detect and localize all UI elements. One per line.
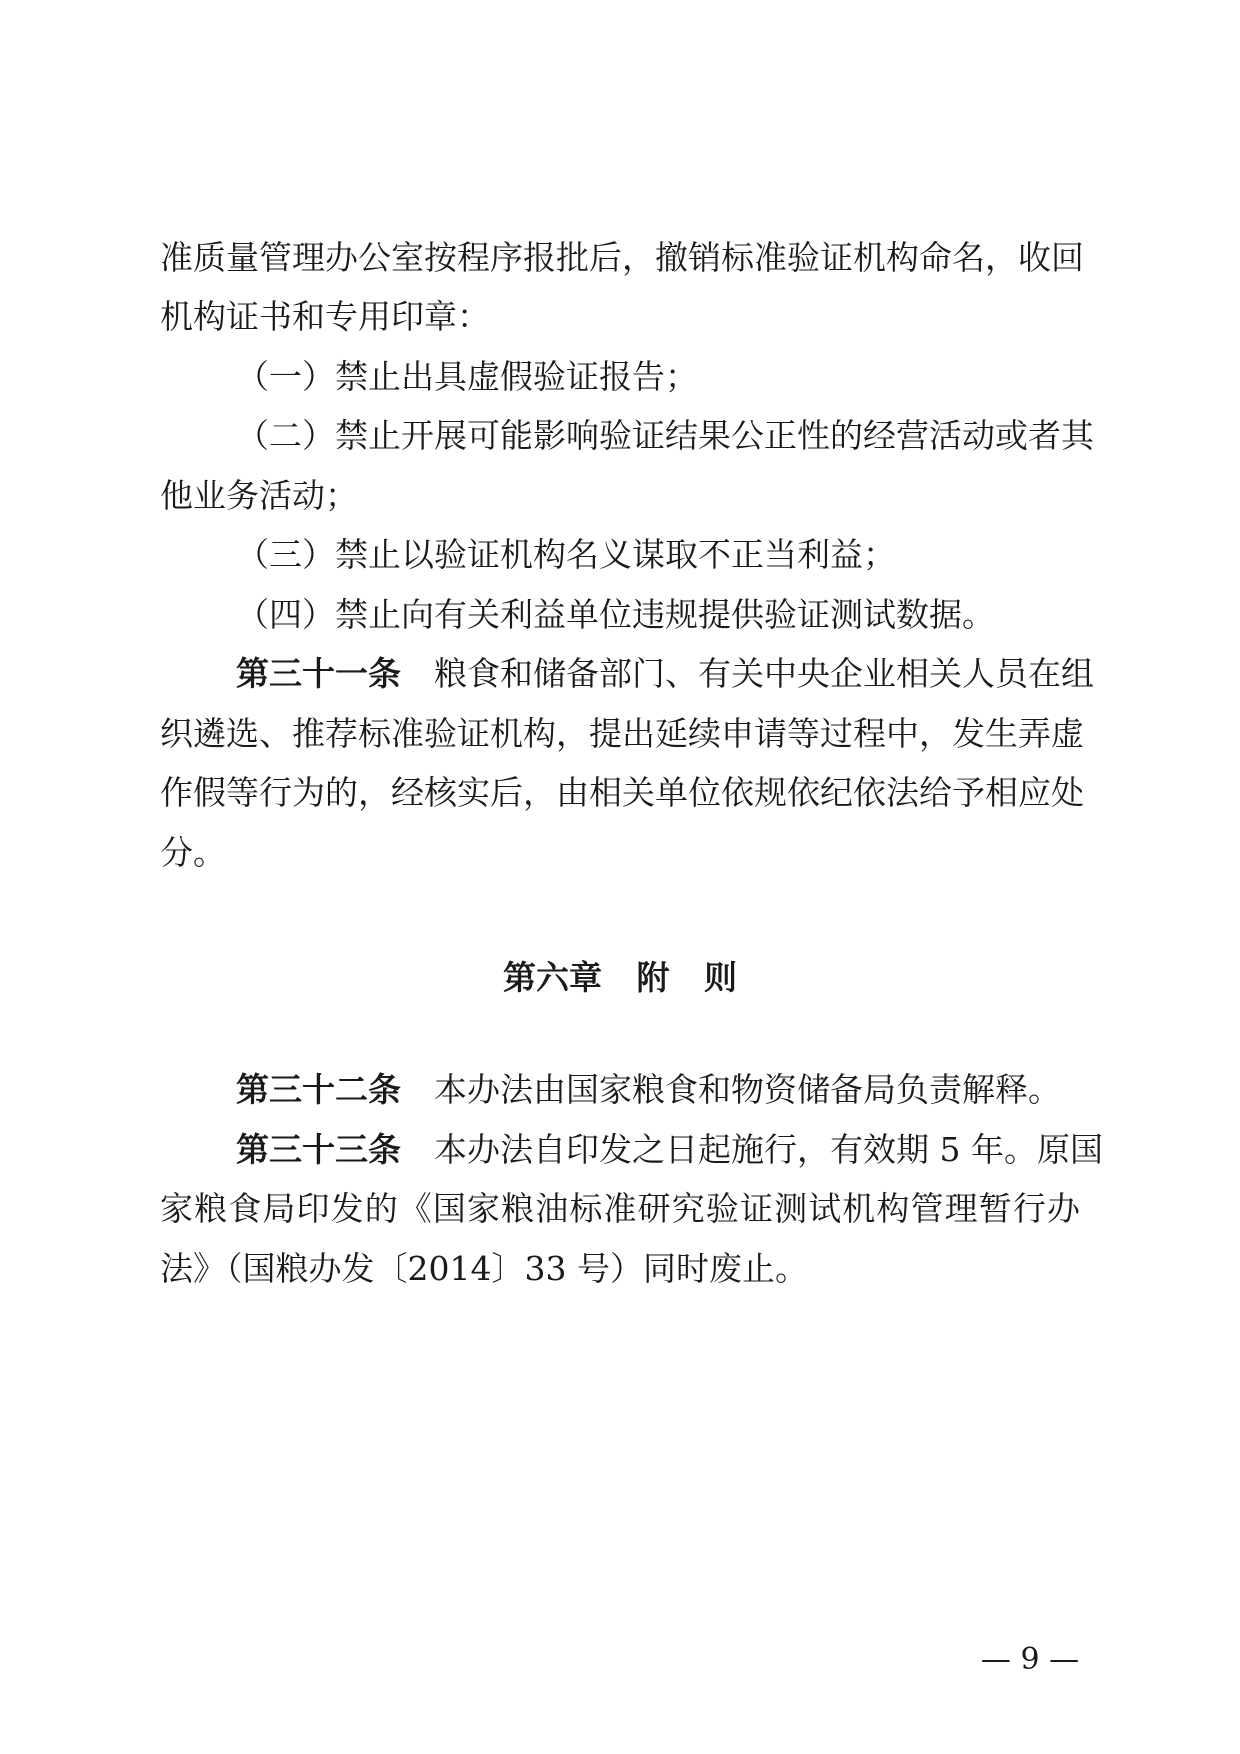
article-31-text-1: 粮食和储备部门、有关中央企业相关人员在组	[434, 654, 1094, 693]
article-33-text-1: 本办法自印发之日起施行，有效期 5 年。原国	[434, 1130, 1103, 1169]
list-item-4: （四）禁止向有关利益单位违规提供验证测试数据。	[236, 595, 995, 634]
page-number: — 9 —	[980, 1642, 1080, 1677]
list-item-3: （三）禁止以验证机构名义谋取不正当利益；	[236, 535, 896, 574]
list-item-2-continued: 他业务活动；	[160, 476, 358, 515]
article-31-title: 第三十一条	[236, 654, 401, 693]
article-33-line-2: 家粮食局印发的《国家粮油标准研究验证测试机构管理暂行办	[160, 1189, 1080, 1228]
article-31-line-4: 分。	[160, 833, 226, 872]
article-32-line-1	[236, 1070, 1080, 1110]
article-31-line-2: 织遴选、推荐标准验证机构，提出延续申请等过程中，发生弄虚	[160, 714, 1084, 753]
article-33-line-1	[236, 1130, 1103, 1170]
body-line-1: 准质量管理办公室按程序报批后，撤销标准验证机构命名，收回	[160, 238, 1084, 277]
chapter-heading: 第六章 附 则	[503, 958, 737, 997]
article-32-text-1: 本办法由国家粮食和物资储备局负责解释。	[434, 1070, 1061, 1109]
article-33-title: 第三十三条	[236, 1130, 401, 1169]
article-33-line-3: 法》（国粮办发〔2014〕33 号）同时废止。	[160, 1249, 808, 1288]
article-32-title: 第三十二条	[236, 1070, 401, 1109]
list-item-2: （二）禁止开展可能影响验证结果公正性的经营活动或者其	[236, 416, 1094, 455]
article-31-line-3: 作假等行为的，经核实后，由相关单位依规依纪依法给予相应处	[160, 773, 1084, 812]
article-31-line-1	[236, 654, 1094, 694]
body-line-2: 机构证书和专用印章：	[160, 297, 490, 336]
list-item-1: （一）禁止出具虚假验证报告；	[236, 357, 698, 396]
